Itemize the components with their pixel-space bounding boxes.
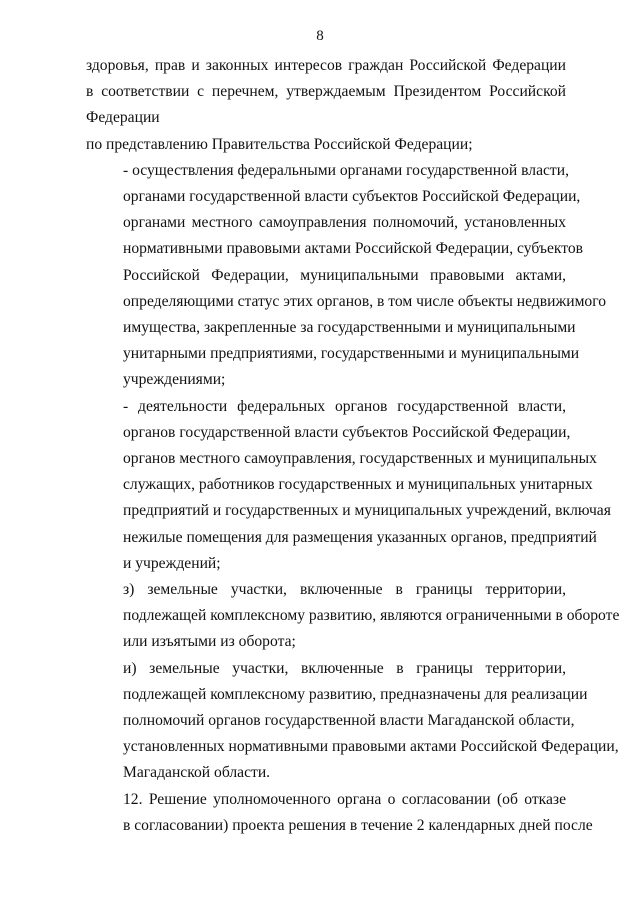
text-line: определяющими статус этих органов, в том числе объекты недвижимого [123, 292, 607, 310]
text-line: 12. Решение уполномоченного органа о согласовании (об отказе [123, 790, 566, 808]
paragraph [86, 577, 620, 656]
text-line: имущества, закрепленные за государственными и муниципальными [123, 319, 576, 337]
page-number: 8 [316, 28, 324, 44]
text-line: нежилые помещения для размещения указанных органов, предприятий [123, 528, 597, 546]
document-body [86, 53, 620, 839]
text-line: или изъятыми из оборота; [123, 633, 296, 651]
text-line: подлежащей комплексному развитию, предназначены для реализации [123, 685, 588, 703]
text-line: полномочий органов государственной власти Магаданской области, [123, 712, 575, 730]
text-line: - деятельности федеральных органов государственной власти, [123, 397, 566, 415]
text-line: Российской Федерации, муниципальными правовыми актами, [123, 266, 566, 284]
text-line: унитарными предприятиями, государственными и муниципальными [123, 345, 580, 363]
paragraph [86, 394, 611, 577]
text-line: органами местного самоуправления полномочий, установленных [123, 214, 566, 232]
text-line: здоровья, прав и законных интересов граждан Российской Федерации [86, 57, 566, 74]
text-line: з) земельные участки, включенные в границы территории, [123, 581, 566, 599]
text-line: служащих, работников государственных и муниципальных унитарных [123, 476, 593, 494]
paragraph [86, 656, 619, 787]
text-line: Федерации [86, 109, 160, 127]
paragraph [86, 132, 566, 158]
paragraph [86, 787, 593, 839]
text-line: в соответствии с перечнем, утверждаемым Президентом Российской [86, 83, 566, 101]
text-line: в согласовании) проекта решения в течение 2 календарных дней после [123, 816, 593, 834]
text-line: подлежащей комплексному развитию, являются ограниченными в обороте [123, 607, 620, 625]
text-line: органов государственной власти субъектов Российской Федерации, [123, 423, 571, 441]
text-line: и учреждений; [123, 554, 221, 572]
text-line: органов местного самоуправления, государственных и муниципальных [123, 450, 597, 468]
text-line: органами государственной власти субъектов Российской Федерации, [123, 188, 581, 206]
paragraph [86, 53, 566, 132]
text-line: предприятий и государственных и муниципальных учреждений, включая [123, 502, 611, 520]
paragraph [86, 158, 607, 394]
text-line: учреждениями; [123, 371, 226, 389]
text-line: и) земельные участки, включенные в границы территории, [123, 659, 566, 677]
text-line: - осуществления федеральными органами государственной власти, [123, 161, 569, 179]
text-line: нормативными правовыми актами Российской Федерации, субъектов [123, 240, 583, 258]
text-line: установленных нормативными правовыми актами Российской Федерации, [123, 738, 619, 756]
text-line: по представлению Правительства Российской Федерации; [86, 135, 473, 153]
text-line: Магаданской области. [123, 764, 271, 782]
